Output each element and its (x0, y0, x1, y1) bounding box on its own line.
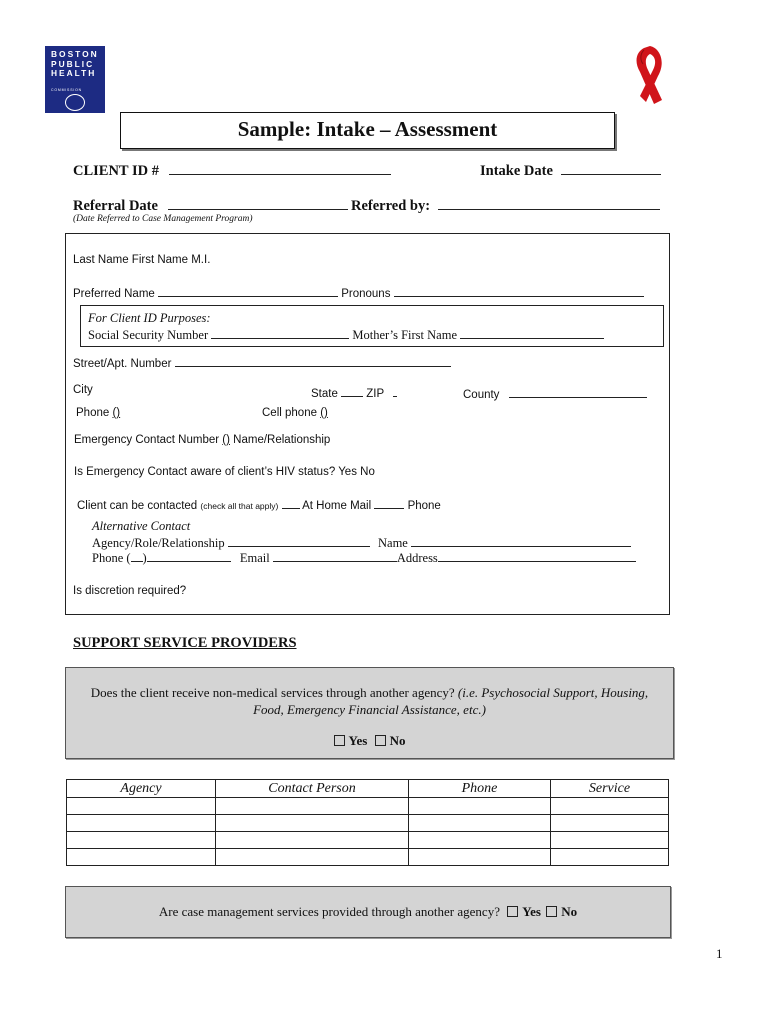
table-cell[interactable] (67, 815, 216, 832)
ssn-label: Social Security Number (88, 328, 209, 342)
table-cell[interactable] (216, 832, 409, 849)
support-heading: SUPPORT SERVICE PROVIDERS (73, 635, 297, 651)
client-id-blank[interactable] (169, 162, 391, 175)
table-cell[interactable] (216, 849, 409, 866)
zip-label: ZIP (366, 388, 384, 400)
hiv-status-question: Is Emergency Contact aware of client’s HIV status? Yes No (74, 466, 375, 478)
street-blank[interactable] (175, 354, 451, 367)
ssn-mother-row[interactable] (88, 326, 604, 343)
cell-phone-paren[interactable]: () (320, 407, 328, 419)
phone-paren[interactable]: () (112, 407, 121, 419)
phone-field[interactable] (76, 407, 120, 419)
client-id-label: CLIENT ID # (73, 163, 159, 179)
table-cell[interactable] (216, 798, 409, 815)
page-number: 1 (716, 946, 723, 961)
pronouns-blank[interactable] (394, 284, 644, 297)
ssn-blank[interactable] (211, 326, 349, 339)
table-cell[interactable] (409, 798, 551, 815)
page-title: Sample: Intake – Assessment (120, 112, 615, 149)
at-home-blank[interactable] (282, 496, 300, 509)
table-cell[interactable] (67, 849, 216, 866)
cell-phone-label: Cell phone (262, 407, 317, 419)
table-cell[interactable] (551, 815, 669, 832)
alt-phone-label: Phone ( (92, 551, 131, 565)
intake-date-blank[interactable] (561, 162, 661, 175)
agency-role-label: Agency/Role/Relationship (92, 536, 225, 550)
table-cell[interactable] (67, 832, 216, 849)
case-management-question-box (65, 886, 671, 938)
case-no-checkbox[interactable] (546, 906, 557, 917)
email-blank[interactable] (273, 549, 397, 562)
phone-column-header: Phone (409, 780, 551, 798)
email-label: Email (239, 551, 270, 565)
service-column-header: Service (551, 780, 669, 798)
table-row (67, 815, 669, 832)
boston-public-health-commission-logo (45, 46, 105, 113)
case-no-label: No (561, 904, 578, 919)
table-cell[interactable] (67, 798, 216, 815)
preferred-name-field[interactable] (73, 284, 644, 300)
table-row (67, 849, 669, 866)
emergency-paren[interactable]: () (222, 434, 230, 446)
logo-line-2: PUBLIC (51, 58, 95, 69)
no-checkbox[interactable] (375, 735, 386, 746)
support-question-box (65, 667, 674, 759)
mail-label: Mail (350, 500, 372, 512)
support-question-examples: (i.e. Psychosocial Support, Housing, Food, Emergency Financial Assistance, etc.) (253, 685, 649, 717)
support-question-text: Does the client receive non-medical services through another agency? (90, 685, 455, 700)
address-blank[interactable] (438, 549, 636, 562)
logo-line-3: HEALTH (51, 68, 97, 78)
alt-contact-label: Alternative Contact (92, 519, 191, 533)
client-id-purposes-label: For Client ID Purposes: (88, 311, 211, 325)
cell-phone-field[interactable] (262, 407, 328, 419)
referral-date-label: Referral Date (73, 198, 158, 214)
at-home-label: At Home (302, 500, 347, 512)
table-row (67, 832, 669, 849)
name-fields-label: Last Name First Name M.I. (73, 254, 211, 266)
state-blank[interactable] (341, 384, 363, 397)
state-zip-field[interactable] (311, 384, 397, 400)
city-label: City (73, 384, 93, 396)
check-all-note: (check all that apply) (200, 501, 279, 511)
table-cell[interactable] (551, 849, 669, 866)
referred-by-label: Referred by: (351, 198, 431, 214)
county-field[interactable] (463, 385, 647, 401)
zip-blank[interactable] (393, 384, 397, 397)
case-management-question: Are case management services provided through another agency? (158, 904, 500, 919)
contacted-label: Client can be contacted (77, 500, 198, 512)
table-header-row (67, 780, 669, 798)
red-ribbon-icon (626, 44, 672, 112)
preferred-name-label: Preferred Name (73, 288, 155, 300)
contact-method-row[interactable] (77, 496, 441, 512)
street-label: Street/Apt. Number (73, 358, 172, 370)
emergency-contact-field[interactable] (74, 434, 330, 446)
county-blank[interactable] (509, 385, 647, 398)
mail-blank[interactable] (374, 496, 404, 509)
mothers-first-name-blank[interactable] (460, 326, 604, 339)
table-cell[interactable] (409, 849, 551, 866)
agency-role-blank[interactable] (228, 534, 370, 547)
pronouns-label: Pronouns (341, 288, 391, 300)
referral-date-field[interactable] (73, 197, 348, 215)
case-yes-checkbox[interactable] (507, 906, 518, 917)
case-yes-label: Yes (522, 904, 541, 919)
alt-phone-row[interactable] (92, 549, 636, 566)
preferred-name-blank[interactable] (158, 284, 338, 297)
yes-label: Yes (348, 733, 368, 748)
table-cell[interactable] (216, 815, 409, 832)
phone-label: Phone (76, 407, 110, 419)
support-providers-table (66, 779, 669, 866)
discretion-question: Is discretion required? (73, 585, 187, 597)
referred-by-field[interactable] (351, 197, 660, 215)
no-label: No (389, 733, 406, 748)
table-cell[interactable] (409, 815, 551, 832)
logo-seal-icon (65, 94, 85, 111)
client-id-field[interactable] (73, 162, 391, 180)
table-cell[interactable] (409, 832, 551, 849)
alt-phone-area-blank[interactable] (131, 549, 143, 562)
referral-date-blank[interactable] (168, 197, 348, 210)
table-cell[interactable] (551, 798, 669, 815)
emergency-contact-label: Emergency Contact Number (74, 434, 220, 446)
intake-date-label: Intake Date (480, 163, 553, 179)
street-field[interactable] (73, 354, 451, 370)
table-row (67, 798, 669, 815)
alt-name-blank[interactable] (411, 534, 631, 547)
table-cell[interactable] (551, 832, 669, 849)
address-label: Address (396, 551, 438, 565)
state-label: State (311, 388, 338, 400)
referred-by-blank[interactable] (438, 197, 660, 210)
emergency-name-label: Name/Relationship (233, 434, 331, 446)
yes-checkbox[interactable] (334, 735, 345, 746)
county-label: County (463, 389, 500, 401)
logo-line-1: BOSTON (51, 49, 99, 59)
mothers-first-name-label: Mother’s First Name (352, 328, 457, 342)
alt-phone-close: ) (142, 551, 147, 565)
referral-note: (Date Referred to Case Management Program) (73, 214, 253, 224)
intake-date-field[interactable] (480, 162, 661, 180)
alt-name-label: Name (378, 536, 408, 550)
agency-column-header: Agency (67, 780, 216, 798)
phone-option-label: Phone (407, 500, 441, 512)
alt-phone-blank[interactable] (147, 549, 231, 562)
logo-line-4: COMMISSION (51, 88, 82, 92)
contact-person-column-header: Contact Person (216, 780, 409, 798)
